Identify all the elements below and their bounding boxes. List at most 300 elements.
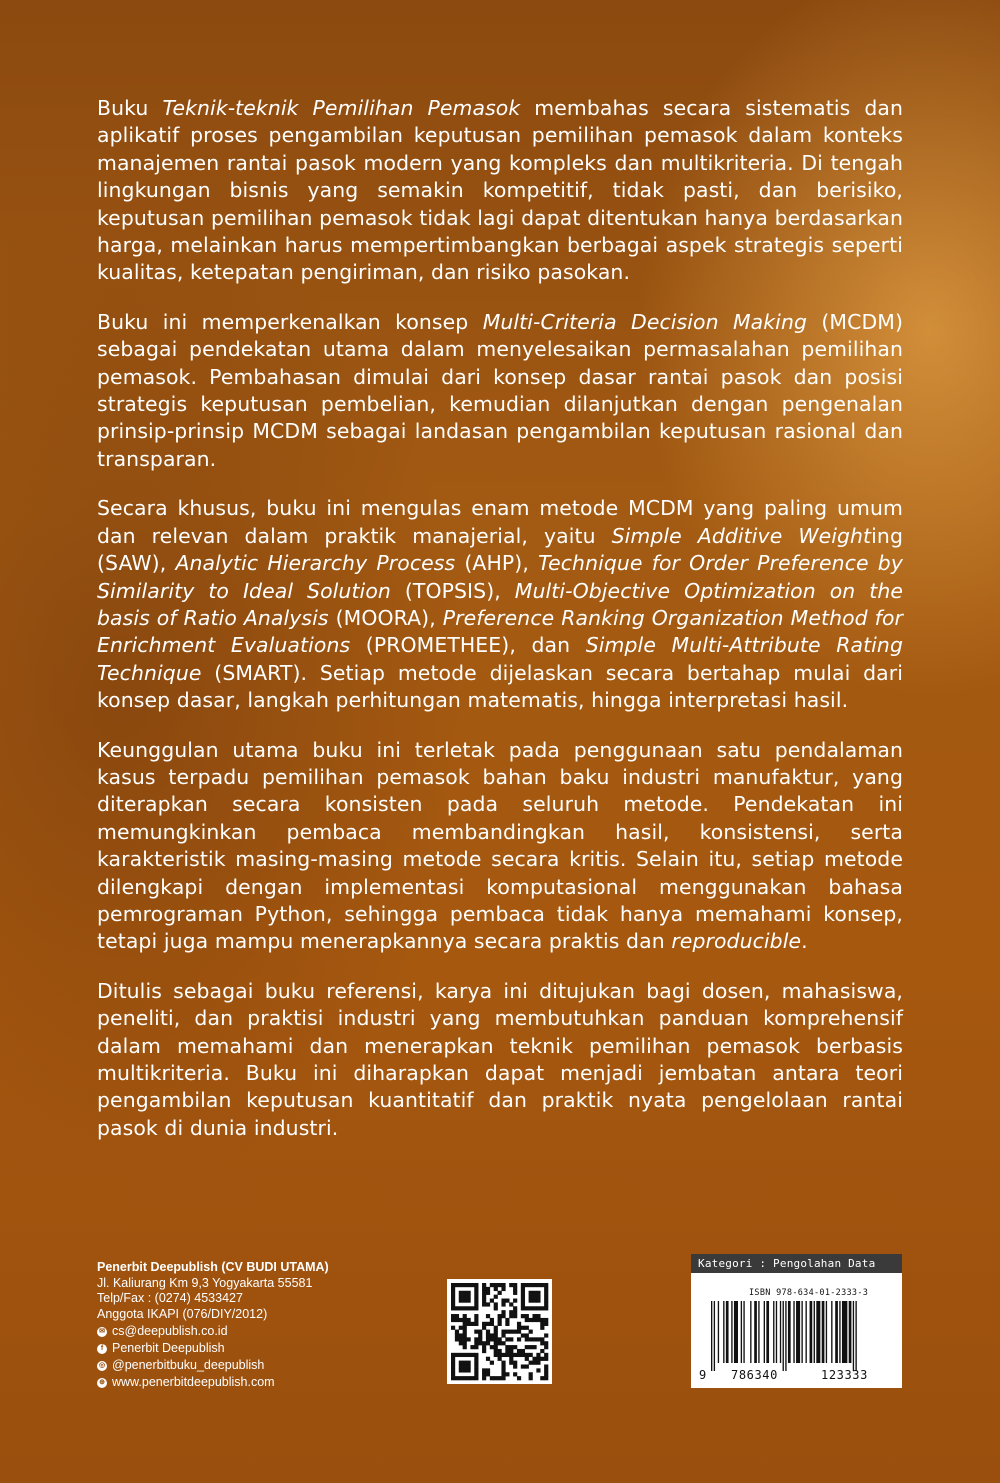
publisher-ikapi: Anggota IKAPI (076/DIY/2012) — [97, 1306, 268, 1321]
qr-module — [451, 1372, 455, 1376]
qr-module — [463, 1322, 467, 1326]
qr-module — [490, 1333, 494, 1337]
qr-module — [517, 1322, 521, 1326]
qr-module — [509, 1361, 513, 1365]
qr-module — [509, 1349, 513, 1353]
qr-module — [474, 1341, 478, 1345]
qr-module — [505, 1372, 509, 1376]
qr-module — [482, 1291, 486, 1295]
qr-module — [532, 1283, 536, 1287]
qr-module — [536, 1318, 540, 1322]
text-run: (MCDM) sebagai pendekatan utama dalam menyelesaikan permasalahan pemilihan pemasok. Pembahasan dimulai dari konsep dasar rantai pasok dan posisi strategis keputusan pembelian, kemudian dilanjutkan dengan pengenalan prinsip-prinsip MCDM sebagai landasan pengambilan keputusan rasional dan transparan. — [97, 309, 904, 471]
qr-module — [501, 1353, 505, 1357]
qr-module — [525, 1337, 529, 1341]
qr-module — [505, 1318, 509, 1322]
qr-module — [544, 1302, 548, 1306]
barcode-bar — [855, 1301, 856, 1371]
qr-module — [451, 1287, 455, 1291]
qr-module — [455, 1306, 459, 1310]
barcode-bar — [822, 1301, 825, 1363]
qr-module — [486, 1337, 490, 1341]
qr-module — [521, 1353, 525, 1357]
qr-module — [470, 1345, 474, 1349]
qr-module — [521, 1287, 525, 1291]
barcode-bar — [734, 1301, 738, 1363]
qr-module — [474, 1302, 478, 1306]
qr-module — [459, 1376, 463, 1380]
qr-module — [455, 1330, 459, 1334]
qr-module — [490, 1361, 494, 1365]
qr-module — [467, 1364, 471, 1368]
barcode-bar — [849, 1301, 852, 1363]
email-text: cs@deepublish.co.id — [112, 1323, 228, 1338]
qr-module — [529, 1283, 533, 1287]
qr-module — [525, 1326, 529, 1330]
qr-module — [501, 1376, 505, 1380]
qr-module — [467, 1376, 471, 1380]
qr-module — [474, 1353, 478, 1357]
description-paragraph-3 — [97, 495, 903, 714]
qr-module — [540, 1326, 544, 1330]
qr-module — [529, 1353, 533, 1357]
qr-module — [455, 1376, 459, 1380]
qr-module — [463, 1361, 467, 1365]
text-run: (TOPSIS), — [390, 578, 515, 603]
qr-module — [521, 1314, 525, 1318]
qr-module — [544, 1333, 548, 1337]
qr-module — [501, 1287, 505, 1291]
barcode-bar — [773, 1301, 774, 1363]
qr-module — [529, 1337, 533, 1341]
barcode-bar — [766, 1301, 769, 1363]
qr-module — [498, 1291, 502, 1295]
qr-module — [498, 1353, 502, 1357]
qr-module — [521, 1299, 525, 1303]
qr-module — [525, 1364, 529, 1368]
qr-module — [463, 1364, 467, 1368]
qr-module — [505, 1337, 509, 1341]
qr-module — [494, 1326, 498, 1330]
qr-module — [494, 1330, 498, 1334]
globe-icon: ⊕ — [97, 1378, 107, 1388]
qr-module — [482, 1376, 486, 1380]
qr-module — [532, 1318, 536, 1322]
italic-term: Analytic Hierarchy Process — [175, 551, 456, 576]
qr-module — [532, 1337, 536, 1341]
publisher-address: Jl. Kaliurang Km 9,3 Yogyakarta 55581 — [97, 1275, 313, 1290]
qr-module — [478, 1333, 482, 1337]
qr-module — [509, 1302, 513, 1306]
qr-module — [517, 1330, 521, 1334]
barcode-image — [697, 1301, 896, 1371]
qr-module — [509, 1357, 513, 1361]
qr-module — [482, 1368, 486, 1372]
qr-module — [451, 1295, 455, 1299]
qr-module — [474, 1337, 478, 1341]
barcode-bar — [780, 1301, 781, 1363]
qr-module — [525, 1318, 529, 1322]
contact-email — [97, 1324, 427, 1340]
qr-module — [540, 1357, 544, 1361]
instagram-icon: ◎ — [98, 1361, 106, 1369]
qr-module — [517, 1326, 521, 1330]
qr-module — [463, 1283, 467, 1287]
text-run: Keunggulan utama buku ini terletak pada penggunaan satu pendalaman kasus terpadu pemilihan pemasok bahan baku industri manufaktur, yang diterapkan secara konsisten pada seluruh metode. Pendekatan ini memungkinkan pembaca membandingkan hasil, konsistensi, serta karakteristik masing-masing metode secara kritis. Selain itu, setiap metode dilengkapi dengan implementasi komputasional menggunakan bahasa pemrograman Python, sehingga pembaca tidak hanya memahami konsep, tetapi juga mampu menerapkannya secara praktis dan — [97, 737, 903, 954]
isbn-barcode-box — [691, 1254, 902, 1388]
qr-module — [536, 1283, 540, 1287]
qr-module — [544, 1322, 548, 1326]
text-run: (AHP), — [455, 551, 539, 576]
barcode-bar — [810, 1301, 813, 1363]
barcode-bar — [750, 1301, 751, 1363]
qr-module — [536, 1337, 540, 1341]
qr-module — [451, 1364, 455, 1368]
qr-module — [501, 1310, 505, 1314]
qr-module — [451, 1326, 455, 1330]
qr-module — [525, 1314, 529, 1318]
qr-module — [474, 1318, 478, 1322]
qr-module — [501, 1330, 505, 1334]
qr-module — [521, 1283, 525, 1287]
qr-module — [474, 1306, 478, 1310]
qr-module — [463, 1337, 467, 1341]
qr-module — [517, 1353, 521, 1357]
barcode-bar — [842, 1301, 847, 1363]
qr-module — [455, 1353, 459, 1357]
qr-module — [536, 1361, 540, 1365]
qr-module — [459, 1337, 463, 1341]
qr-module — [521, 1333, 525, 1337]
qr-module — [474, 1322, 478, 1326]
qr-module — [455, 1337, 459, 1341]
qr-module — [544, 1357, 548, 1361]
qr-module — [490, 1318, 494, 1322]
text-run: Buku — [97, 96, 163, 120]
italic-term: reproducible — [671, 929, 802, 954]
qr-module — [532, 1295, 536, 1299]
qr-module — [540, 1337, 544, 1341]
qr-module — [501, 1333, 505, 1337]
qr-module — [451, 1318, 455, 1322]
qr-module — [544, 1291, 548, 1295]
qr-module — [455, 1333, 459, 1337]
qr-module — [532, 1306, 536, 1310]
text-run: membahas secara sistematis dan aplikatif proses pengambilan keputusan pemilihan pemasok dalam konteks manajemen rantai pasok modern yang kompleks dan multikriteria. Di tengah lingkungan bisnis yang semakin kompetitif, tidak pasti, dan berisiko, keputusan pemilihan pemasok tidak lagi dapat ditentukan hanya berdasarkan harga, melainkan harus mempertimbangkan berbagai aspek strategis seperti kualitas, ketepatan pengiriman, dan risiko pasokan. — [97, 96, 903, 285]
qr-module — [498, 1341, 502, 1345]
barcode-bar — [831, 1301, 832, 1363]
qr-module — [544, 1318, 548, 1322]
qr-module — [494, 1341, 498, 1345]
qr-module — [451, 1361, 455, 1365]
qr-module — [451, 1357, 455, 1361]
qr-module — [513, 1361, 517, 1365]
qr-module — [494, 1353, 498, 1357]
qr-module — [494, 1349, 498, 1353]
qr-module — [482, 1341, 486, 1345]
qr-module — [490, 1345, 494, 1349]
qr-module — [509, 1310, 513, 1314]
qr-module — [544, 1364, 548, 1368]
text-run: . — [801, 929, 808, 954]
qr-module — [486, 1314, 490, 1318]
barcode-bar — [796, 1301, 800, 1363]
qr-module — [486, 1341, 490, 1345]
qr-module — [532, 1291, 536, 1295]
barcode-bar — [783, 1301, 784, 1371]
qr-module — [463, 1299, 467, 1303]
qr-module — [494, 1333, 498, 1337]
qr-module — [525, 1306, 529, 1310]
qr-module — [474, 1345, 478, 1349]
barcode-bar — [816, 1301, 820, 1363]
qr-module — [486, 1330, 490, 1334]
contact-facebook — [97, 1341, 427, 1357]
qr-module — [470, 1322, 474, 1326]
qr-module — [478, 1330, 482, 1334]
barcode-bar — [814, 1301, 815, 1363]
barcode-bar — [839, 1301, 840, 1363]
qr-module — [505, 1345, 509, 1349]
qr-module — [467, 1306, 471, 1310]
qr-module — [470, 1376, 474, 1380]
qr-module — [529, 1345, 533, 1349]
qr-module — [463, 1376, 467, 1380]
qr-module — [498, 1376, 502, 1380]
description-text — [97, 95, 903, 1164]
qr-module — [521, 1364, 525, 1368]
qr-module — [474, 1361, 478, 1365]
qr-module — [482, 1295, 486, 1299]
qr-code-image — [447, 1279, 552, 1384]
qr-module — [501, 1341, 505, 1345]
qr-module — [536, 1291, 540, 1295]
qr-module — [455, 1318, 459, 1322]
qr-module — [498, 1322, 502, 1326]
qr-module — [467, 1322, 471, 1326]
qr-module — [521, 1306, 525, 1310]
qr-module — [521, 1326, 525, 1330]
qr-module — [467, 1283, 471, 1287]
qr-module — [482, 1287, 486, 1291]
qr-module — [521, 1349, 525, 1353]
email-icon: ✉ — [97, 1327, 107, 1337]
barcode-digit-lead: 9 — [699, 1368, 707, 1382]
qr-module — [544, 1299, 548, 1303]
qr-module — [529, 1372, 533, 1376]
qr-module — [544, 1372, 548, 1376]
qr-module — [513, 1287, 517, 1291]
qr-module — [529, 1299, 533, 1303]
qr-module — [501, 1302, 505, 1306]
publisher-info — [97, 1260, 427, 1391]
qr-module — [494, 1337, 498, 1341]
category-label: Kategori : Pengolahan Data — [691, 1254, 902, 1273]
qr-module — [505, 1322, 509, 1326]
qr-module — [513, 1330, 517, 1334]
qr-module — [451, 1283, 455, 1287]
qr-module — [467, 1361, 471, 1365]
qr-module — [478, 1337, 482, 1341]
qr-module — [478, 1341, 482, 1345]
qr-module — [544, 1376, 548, 1380]
barcode-bar — [731, 1301, 732, 1363]
qr-module — [451, 1314, 455, 1318]
qr-module — [505, 1330, 509, 1334]
text-run: (SMART). Setiap metode dijelaskan secara bertahap mulai dari konsep dasar, langkah perhitungan matematis, hingga interpretasi hasil. — [97, 660, 903, 713]
barcode-digits-right: 123333 — [821, 1368, 868, 1382]
text-run: (MOORA), — [328, 605, 443, 630]
barcode-bar — [764, 1301, 765, 1363]
qr-module — [474, 1299, 478, 1303]
qr-module — [482, 1299, 486, 1303]
qr-module — [513, 1283, 517, 1287]
qr-module — [544, 1283, 548, 1287]
qr-module — [463, 1314, 467, 1318]
qr-module — [451, 1376, 455, 1380]
qr-module — [482, 1302, 486, 1306]
italic-term: Technique for Order Preference by Similarity to Ideal Solution — [97, 551, 903, 603]
qr-module — [459, 1291, 463, 1295]
qr-module — [540, 1283, 544, 1287]
qr-module — [544, 1341, 548, 1345]
qr-module — [463, 1291, 467, 1295]
qr-module — [459, 1299, 463, 1303]
qr-module — [532, 1361, 536, 1365]
barcode-bar — [743, 1301, 744, 1363]
text-run: (PROMETHEE), dan — [350, 633, 586, 658]
qr-module — [474, 1376, 478, 1380]
qr-module — [459, 1333, 463, 1337]
qr-module — [474, 1283, 478, 1287]
qr-module — [494, 1287, 498, 1291]
qr-module — [517, 1337, 521, 1341]
qr-module — [536, 1314, 540, 1318]
barcode-bar — [835, 1301, 838, 1363]
qr-module — [529, 1291, 533, 1295]
qr-module — [494, 1295, 498, 1299]
qr-module — [486, 1357, 490, 1361]
qr-module — [490, 1322, 494, 1326]
qr-module — [467, 1368, 471, 1372]
qr-module — [513, 1364, 517, 1368]
qr-module — [505, 1349, 509, 1353]
qr-module — [474, 1357, 478, 1361]
instagram-text: @penerbitbuku_deepublish — [112, 1358, 265, 1373]
qr-module — [467, 1295, 471, 1299]
qr-module — [505, 1353, 509, 1357]
qr-module — [459, 1326, 463, 1330]
qr-module — [513, 1306, 517, 1310]
barcode-bar — [741, 1301, 742, 1363]
qr-module — [482, 1326, 486, 1330]
qr-module — [451, 1291, 455, 1295]
qr-module — [536, 1299, 540, 1303]
qr-module — [474, 1372, 478, 1376]
qr-module — [529, 1295, 533, 1299]
italic-term: Simple Multi-Attribute Rating Technique — [97, 633, 903, 685]
barcode-bar — [801, 1301, 802, 1363]
qr-module — [513, 1372, 517, 1376]
qr-module — [498, 1349, 502, 1353]
barcode-bar — [806, 1301, 807, 1363]
qr-module — [494, 1283, 498, 1287]
qr-module — [521, 1295, 525, 1299]
barcode-bar — [793, 1301, 794, 1363]
qr-module — [513, 1310, 517, 1314]
barcode-bar — [853, 1301, 854, 1371]
qr-module — [486, 1368, 490, 1372]
qr-module — [498, 1357, 502, 1361]
text-run: Buku ini memperkenalkan konsep — [97, 309, 483, 334]
qr-module — [540, 1318, 544, 1322]
qr-module — [467, 1318, 471, 1322]
description-paragraph-2 — [97, 309, 903, 473]
qr-module — [459, 1368, 463, 1372]
qr-module — [482, 1322, 486, 1326]
qr-module — [498, 1283, 502, 1287]
italic-term: Multi-Criteria Decision Making — [482, 309, 808, 334]
qr-module — [463, 1330, 467, 1334]
qr-module — [521, 1291, 525, 1295]
publisher-name: Penerbit Deepublish (CV BUDI UTAMA) — [97, 1260, 329, 1274]
qr-module — [486, 1372, 490, 1376]
qr-module — [463, 1353, 467, 1357]
qr-module — [451, 1299, 455, 1303]
italic-term: Preference Ranking Organization Method for Enrichment Evaluations — [97, 605, 904, 658]
qr-module — [498, 1337, 502, 1341]
qr-module — [463, 1295, 467, 1299]
publisher-phone: Telp/Fax : (0274) 4533427 — [97, 1291, 243, 1306]
italic-term: Simple Additive Weight — [611, 523, 872, 548]
qr-module — [463, 1326, 467, 1330]
facebook-text: Penerbit Deepublish — [112, 1340, 225, 1355]
qr-module — [509, 1353, 513, 1357]
qr-module — [459, 1295, 463, 1299]
qr-module — [490, 1337, 494, 1341]
description-paragraph-1 — [97, 95, 903, 287]
qr-module — [501, 1361, 505, 1365]
qr-module — [482, 1372, 486, 1376]
barcode-bar — [826, 1301, 827, 1363]
qr-module — [474, 1291, 478, 1295]
barcode-bar — [711, 1301, 712, 1371]
qr-module — [513, 1353, 517, 1357]
qr-module — [544, 1368, 548, 1372]
isbn-text: ISBN 978-634-01-2333-3 — [749, 1288, 869, 1298]
qr-module — [505, 1299, 509, 1303]
qr-module — [494, 1302, 498, 1306]
qr-module — [529, 1318, 533, 1322]
qr-module — [455, 1314, 459, 1318]
qr-module — [529, 1361, 533, 1365]
qr-module — [536, 1368, 540, 1372]
qr-module — [532, 1357, 536, 1361]
book-title-italic: Teknik-teknik Pemilihan Pemasok — [162, 96, 521, 120]
qr-module — [517, 1349, 521, 1353]
qr-module — [474, 1295, 478, 1299]
qr-module — [463, 1306, 467, 1310]
qr-module — [509, 1314, 513, 1318]
qr-module — [517, 1376, 521, 1380]
text-run: Secara khusus, buku ini mengulas enam metode MCDM yang paling umum dan relevan dalam praktik manajerial, yaitu — [97, 496, 903, 548]
qr-module — [494, 1376, 498, 1380]
qr-module — [490, 1283, 494, 1287]
qr-module — [501, 1283, 505, 1287]
barcode-bar — [754, 1301, 757, 1363]
qr-module — [509, 1345, 513, 1349]
qr-module — [540, 1341, 544, 1345]
qr-module — [501, 1372, 505, 1376]
